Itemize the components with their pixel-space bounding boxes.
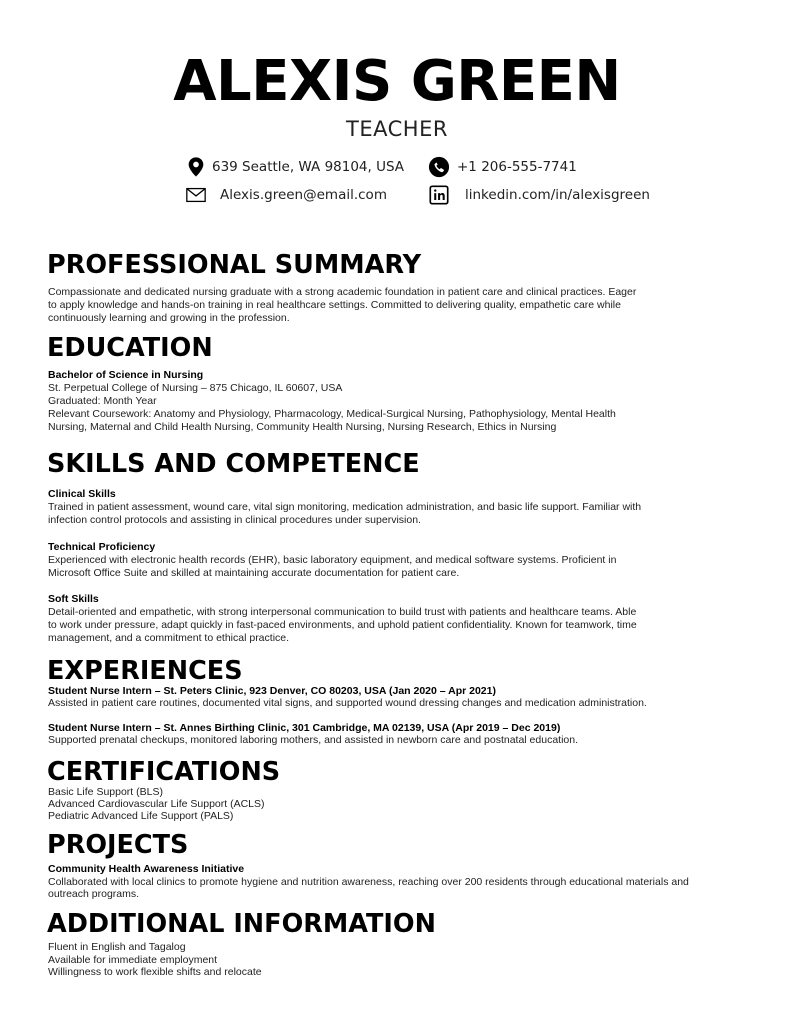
certification-item: Pediatric Advanced Life Support (PALS)	[48, 810, 234, 822]
summary-line: Compassionate and dedicated nursing graduate with a strong academic foundation in patient care and clinical practices. Eager	[48, 286, 637, 298]
additional-heading: ADDITIONAL INFORMATION	[47, 909, 436, 939]
email-link[interactable]: Alexis.green@email.com	[220, 187, 387, 203]
skill-line: Detail-oriented and empathetic, with strong interpersonal communication to build trust with patients and healthcare teams. Able	[48, 606, 637, 618]
experience-title: Student Nurse Intern – St. Annes Birthing Clinic, 301 Cambridge, MA 02139, USA (Apr 2019 – Dec 2019)	[48, 722, 561, 734]
additional-item: Fluent in English and Tagalog	[48, 941, 186, 953]
job-title: TEACHER	[346, 117, 448, 141]
experience-title: Student Nurse Intern – St. Peters Clinic, 923 Denver, CO 80203, USA (Jan 2020 – Apr 2021)	[48, 685, 496, 697]
linkedin-icon	[428, 184, 450, 206]
education-line: Graduated: Month Year	[48, 395, 157, 407]
certification-item: Basic Life Support (BLS)	[48, 786, 163, 798]
project-title: Community Health Awareness Initiative	[48, 863, 245, 875]
location-pin-icon	[185, 156, 207, 178]
skill-line: to work under pressure, adapt quickly in fast-paced environments, and uphold patient confidentiality. Known for teamwork, time	[48, 619, 637, 631]
address-text: 639 Seattle, WA 98104, USA	[212, 159, 405, 175]
summary-line: continuously learning and growing in the profession.	[48, 312, 290, 324]
additional-item: Willingness to work flexible shifts and relocate	[48, 966, 262, 978]
phone-text: +1 206-555-7741	[457, 159, 577, 175]
summary-heading: PROFESSIONAL SUMMARY	[47, 250, 422, 280]
skill-title: Clinical Skills	[48, 488, 116, 500]
experiences-heading: EXPERIENCES	[47, 656, 243, 686]
project-line: outreach programs.	[48, 888, 140, 900]
skills-heading: SKILLS AND COMPETENCE	[47, 449, 420, 479]
skill-title: Soft Skills	[48, 593, 99, 605]
skill-line: Microsoft Office Suite and skilled at maintaining accurate documentation for patient care.	[48, 567, 460, 579]
experience-description: Assisted in patient care routines, documented vital signs, and supported wound dressing changes and medication administration.	[48, 697, 647, 709]
certification-item: Advanced Cardiovascular Life Support (ACLS)	[48, 798, 265, 810]
education-line: Nursing, Maternal and Child Health Nursing, Community Health Nursing, Nursing Research, Ethics in Nursing	[48, 421, 557, 433]
email-envelope-icon	[185, 184, 207, 206]
project-line: Collaborated with local clinics to promote hygiene and nutrition awareness, reaching over 200 residents through educational materials and	[48, 876, 689, 888]
summary-line: to apply knowledge and hands-on training in real healthcare settings. Committed to delivering quality, empathetic care while	[48, 299, 621, 311]
projects-heading: PROJECTS	[47, 830, 189, 860]
experience-description: Supported prenatal checkups, monitored laboring mothers, and assisted in newborn care and postnatal education.	[48, 734, 578, 746]
phone-icon	[428, 156, 450, 178]
certifications-heading: CERTIFICATIONS	[47, 757, 281, 787]
education-line: St. Perpetual College of Nursing – 875 Chicago, IL 60607, USA	[48, 382, 343, 394]
skill-line: infection control protocols and assisting in clinical procedures under supervision.	[48, 514, 421, 526]
education-heading: EDUCATION	[47, 333, 213, 363]
linkedin-link[interactable]: linkedin.com/in/alexisgreen	[465, 187, 650, 203]
skill-title: Technical Proficiency	[48, 541, 156, 553]
additional-item: Available for immediate employment	[48, 954, 218, 966]
candidate-name: ALEXIS GREEN	[173, 49, 621, 114]
skill-line: Experienced with electronic health records (EHR), basic laboratory equipment, and medical software systems. Proficient in	[48, 554, 617, 566]
education-line: Relevant Coursework: Anatomy and Physiology, Pharmacology, Medical-Surgical Nursing, Pathophysiology, Mental Health	[48, 408, 616, 420]
education-degree: Bachelor of Science in Nursing	[48, 369, 204, 381]
skill-line: Trained in patient assessment, wound care, vital sign monitoring, medication administration, and basic life support. Familiar with	[48, 501, 642, 513]
skill-line: management, and a commitment to ethical practice.	[48, 632, 290, 644]
